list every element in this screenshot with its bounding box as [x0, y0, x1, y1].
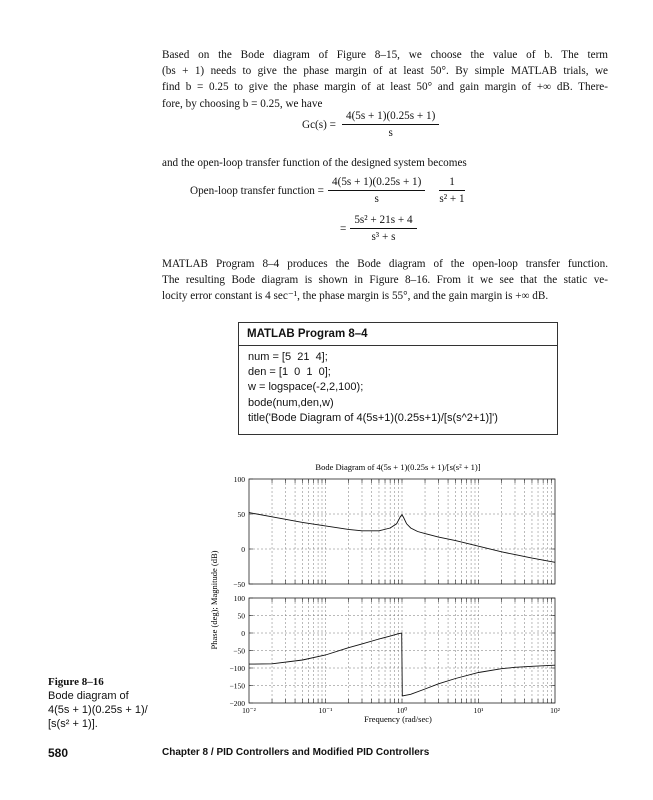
- equation-gc-denominator: s: [388, 127, 393, 139]
- figure-caption-line: [s(s² + 1)].: [48, 718, 98, 730]
- equation-gc-lhs: Gc(s) =: [302, 118, 336, 131]
- phase-y-tick-label: −150: [229, 681, 245, 691]
- matlab-program-title: MATLAB Program 8–4: [239, 323, 557, 346]
- x-tick-label: 10¹: [473, 706, 484, 715]
- open-loop-num-2: 1: [439, 176, 464, 191]
- code-line: den = [1 0 1 0];: [248, 366, 331, 379]
- phase-y-tick-label: 50: [237, 611, 245, 621]
- figure-caption-line: Bode diagram of: [48, 690, 129, 702]
- phase-y-tick-label: −100: [229, 664, 245, 673]
- open-loop-label: Open-loop transfer function =: [190, 184, 324, 197]
- page-number: 580: [48, 746, 69, 760]
- phase-y-tick-label: 100: [233, 594, 245, 603]
- x-tick-label: 10⁻¹: [318, 706, 333, 715]
- open-loop-den-3: s³ + s: [371, 231, 396, 243]
- phase-y-tick-label: −200: [229, 699, 245, 708]
- figure-caption: [48, 675, 178, 731]
- code-line: num = [5 21 4];: [248, 351, 328, 363]
- code-line: w = logspace(-2,2,100);: [248, 381, 364, 394]
- intro-line-2: (bs + 1) needs to give the phase margin of at least 50°. By simple MATLAB trials, we: [162, 65, 608, 78]
- chapter-running-footer: Chapter 8 / PID Controllers and Modified PID Controllers: [162, 747, 430, 758]
- matlab-line-2: The resulting Bode diagram is shown in Figure 8–16. From it we see that the static ve-: [162, 274, 608, 287]
- open-loop-equals: =: [340, 222, 347, 235]
- phase-y-tick-label: 0: [241, 629, 245, 638]
- magnitude-y-tick-label: −50: [233, 580, 245, 589]
- code-line: bode(num,den,w): [248, 396, 334, 409]
- x-tick-label: 10⁰: [396, 706, 408, 715]
- matlab-line-3: locity error constant is 4 sec⁻¹, the phase margin is 55°, and the gain margin is +∞ dB.: [162, 290, 549, 303]
- x-tick-label: 10²: [550, 706, 560, 715]
- figure-caption-line: 4(5s + 1)(0.25s + 1)/: [48, 704, 148, 716]
- chart-x-label: Frequency (rad/sec): [364, 714, 432, 724]
- magnitude-y-tick-label: 0: [241, 545, 245, 554]
- phase-y-tick-label: −50: [233, 646, 245, 656]
- intro-line-1: Based on the Bode diagram of Figure 8–15, we choose the value of b. The term: [162, 49, 608, 61]
- open-loop-den-2: s² + 1: [439, 193, 465, 205]
- intro-line-4: fore, by choosing b = 0.25, we have: [162, 97, 323, 110]
- open-loop-den-1: s: [374, 193, 379, 205]
- intro-line-3: find b = 0.25 to give the phase margin of at least 50° and gain margin of +∞ dB. There-: [162, 81, 608, 94]
- open-loop-num-3: 5s² + 21s + 4: [350, 214, 416, 229]
- equation-gc-numerator: 4(5s + 1)(0.25s + 1): [342, 110, 439, 125]
- matlab-line-1: MATLAB Program 8–4 produces the Bode diagram of the open-loop transfer function.: [162, 258, 608, 270]
- transition-line: and the open-loop transfer function of the designed system becomes: [162, 157, 467, 169]
- code-line: title('Bode Diagram of 4(5s+1)(0.25s+1)/[s(s^2+1)]'): [248, 411, 498, 424]
- magnitude-y-tick-label: 100: [233, 475, 245, 484]
- magnitude-y-tick-label: 50: [237, 510, 245, 519]
- x-tick-label: 10⁻²: [242, 706, 256, 715]
- chart-y-label: Phase (deg); Magnitude (dB): [209, 550, 219, 650]
- chart-title: Bode Diagram of 4(5s + 1)(0.25s + 1)/[s(s² + 1)]: [315, 462, 481, 472]
- open-loop-num-1: 4(5s + 1)(0.25s + 1): [328, 176, 425, 191]
- figure-caption-title: Figure 8–16: [48, 676, 104, 688]
